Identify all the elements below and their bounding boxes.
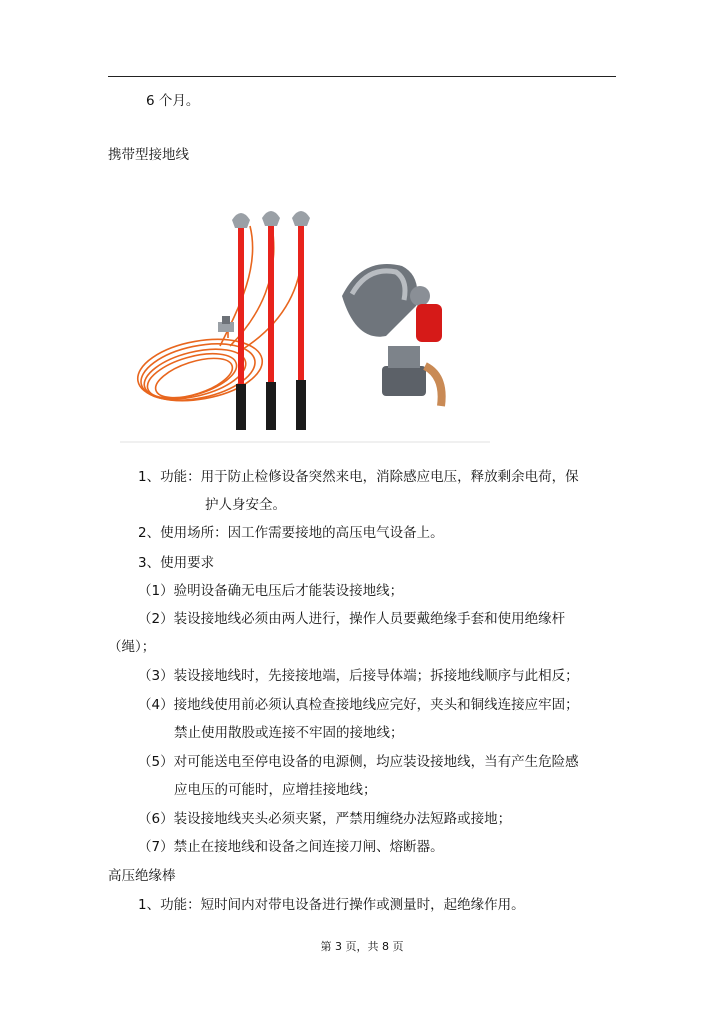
function-line-2: 护人身安全。 [205, 497, 286, 513]
section-heading-insulating-rod: 高压绝缘棒 [108, 868, 176, 884]
usage-requirements-heading: 3、使用要求 [138, 555, 215, 571]
requirement-6: （6）装设接地线夹头必须夹紧，严禁用缠绕办法短路或接地； [138, 811, 512, 827]
requirement-5-line-2: 应电压的可能时，应增挂接地线； [174, 782, 377, 798]
requirement-5-line-1: （5）对可能送电至停电设备的电源侧，均应装设接地线，当有产生危险感 [138, 754, 579, 770]
usage-location: 2、使用场所：因工作需要接地的高压电气设备上。 [138, 525, 444, 541]
section-heading-grounding-wire: 携带型接地线 [108, 147, 189, 163]
page-number: 第 3 页，共 8 页 [320, 940, 404, 953]
rod-function: 1、功能：短时间内对带电设备进行操作或测量时，起绝缘作用。 [138, 897, 525, 913]
header-rule [108, 76, 616, 77]
requirement-4-line-1: （4）接地线使用前必须认真检查接地线应完好，夹头和铜线连接应牢固； [138, 697, 579, 713]
requirement-4-line-2: 禁止使用散股或连接不牢固的接地线； [174, 725, 404, 741]
insulating-poles [232, 211, 310, 430]
grounding-wire-photo [120, 196, 490, 446]
requirement-7: （7）禁止在接地线和设备之间连接刀闸、熔断器。 [138, 839, 444, 855]
ground-clamp [218, 316, 234, 332]
requirement-2-line-1: （2）装设接地线必须由两人进行，操作人员要戴绝缘手套和使用绝缘杆 [138, 611, 566, 627]
cable-coil [133, 226, 302, 409]
requirement-1: （1）验明设备确无电压后才能装设接地线； [138, 583, 404, 599]
function-line-1: 1、功能：用于防止检修设备突然来电，消除感应电压，释放剩余电荷，保 [138, 469, 579, 485]
clamp-closeup [342, 264, 442, 406]
requirement-2-line-2: （绳）； [108, 639, 156, 655]
continuation-text: 6 个月。 [146, 93, 200, 109]
requirement-3: （3）装设接地线时，先接接地端，后接导体端；拆接地线顺序与此相反； [138, 668, 579, 684]
